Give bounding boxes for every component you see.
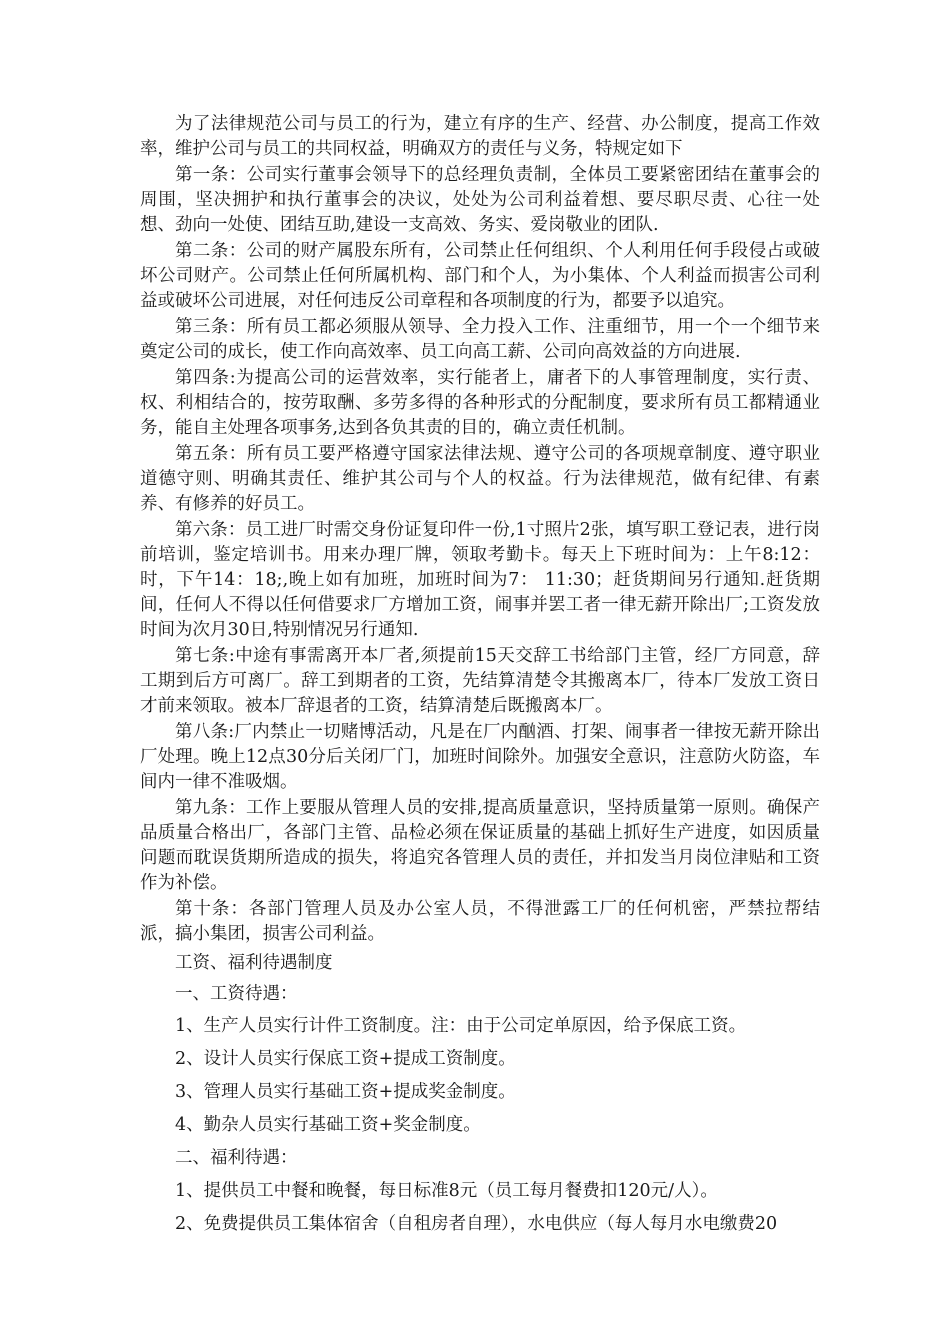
document-body xyxy=(140,112,820,1241)
wage-item-4: 4、勤杂人员实行基础工资+奖金制度。 xyxy=(175,1115,481,1135)
article-7: 第七条:中途有事需离开本厂者,须提前15天交辞工书给部门主管，经厂方同意，辞工期到后方可离厂。辞工到期者的工资，先结算清楚令其搬离本厂，待本厂发放工资日才前来领取。被本厂辞退者的工资，结算清楚后既搬离本厂。 xyxy=(140,646,820,716)
article-10: 第十条：各部门管理人员及办公室人员，不得泄露工厂的任何机密，严禁拉帮结派，搞小集团，损害公司利益。 xyxy=(140,899,820,944)
article-8: 第八条:厂内禁止一切赌博活动，凡是在厂内酗酒、打架、闹事者一律按无薪开除出厂处理。晚上12点30分后关闭厂门，加班时间除外。加强安全意识，注意防火防盗，车间内一律不准吸烟。 xyxy=(140,722,820,792)
welfare-section-title: 二、福利待遇： xyxy=(175,1148,298,1168)
intro-paragraph: 为了法律规范公司与员工的行为，建立有序的生产、经营、办公制度，提高工作效率，维护公司与员工的共同权益，明确双方的责任与义务，特规定如下 xyxy=(140,114,820,159)
welfare-item-2: 2、免费提供员工集体宿舍（自租房者自理），水电供应（每人每月水电缴费20 xyxy=(175,1214,778,1234)
wage-item-1: 1、生产人员实行计件工资制度。注：由于公司定单原因，给予保底工资。 xyxy=(175,1016,747,1036)
article-2: 第二条：公司的财产属股东所有，公司禁止任何组织、个人利用任何手段侵占或破坏公司财产。公司禁止任何所属机构、部门和个人，为小集体、个人利益而损害公司利益或破坏公司进展，对任何违反公司章程和各项制度的行为，都要予以追究。 xyxy=(140,241,820,311)
salary-welfare-heading: 工资、福利待遇制度 xyxy=(175,953,333,973)
wage-section-title: 一、工资待遇： xyxy=(175,984,298,1004)
wage-item-3: 3、管理人员实行基础工资+提成奖金制度。 xyxy=(175,1082,516,1102)
article-9: 第九条：工作上要服从管理人员的安排,提高质量意识，坚持质量第一原则。确保产品质量合格出厂，各部门主管、品检必须在保证质量的基础上抓好生产进度，如因质量问题而耽误货期所造成的损失，将追究各管理人员的责任，并扣发当月岗位津贴和工资作为补偿。 xyxy=(140,798,820,893)
article-6: 第六条：员工进厂时需交身份证复印件一份,1寸照片2张，填写职工登记表，进行岗前培训，鉴定培训书。用来办理厂牌，领取考勤卡。每天上下班时间为：上午8:12：时，下午14：18;,晚上如有加班，加班时间为7： 11:30；赶货期间另行通知.赶货期间，任何人不得以任何借要求厂方增加工资，闹事并罢工者一律无薪开除出厂;工资发放时间为次月30日,特别情况另行通知. xyxy=(140,520,820,640)
article-1: 第一条：公司实行董事会领导下的总经理负责制，全体员工要紧密团结在董事会的周围，坚决拥护和执行董事会的决议，处处为公司利益着想、要尽职尽责、心往一处想、劲向一处使、团结互助,建设一支高效、务实、爱岗敬业的团队. xyxy=(140,165,820,235)
article-3: 第三条：所有员工都必须服从领导、全力投入工作、注重细节，用一个一个细节来奠定公司的成长，使工作向高效率、员工向高工薪、公司向高效益的方向进展. xyxy=(140,317,820,362)
article-4: 第四条:为提高公司的运营效率，实行能者上，庸者下的人事管理制度，实行责、权、利相结合的，按劳取酬、多劳多得的各种形式的分配制度，要求所有员工都精通业务，能自主处理各项事务,达到各负其责的目的，确立责任机制。 xyxy=(140,368,820,438)
welfare-item-1: 1、提供员工中餐和晚餐，每日标准8元（员工每月餐费扣120元/人）。 xyxy=(175,1181,718,1201)
article-5: 第五条：所有员工要严格遵守国家法律法规、遵守公司的各项规章制度、遵守职业道德守则、明确其责任、维护其公司与个人的权益。行为法律规范，做有纪律、有素养、有修养的好员工。 xyxy=(140,444,820,514)
wage-item-2: 2、设计人员实行保底工资+提成工资制度。 xyxy=(175,1049,516,1069)
